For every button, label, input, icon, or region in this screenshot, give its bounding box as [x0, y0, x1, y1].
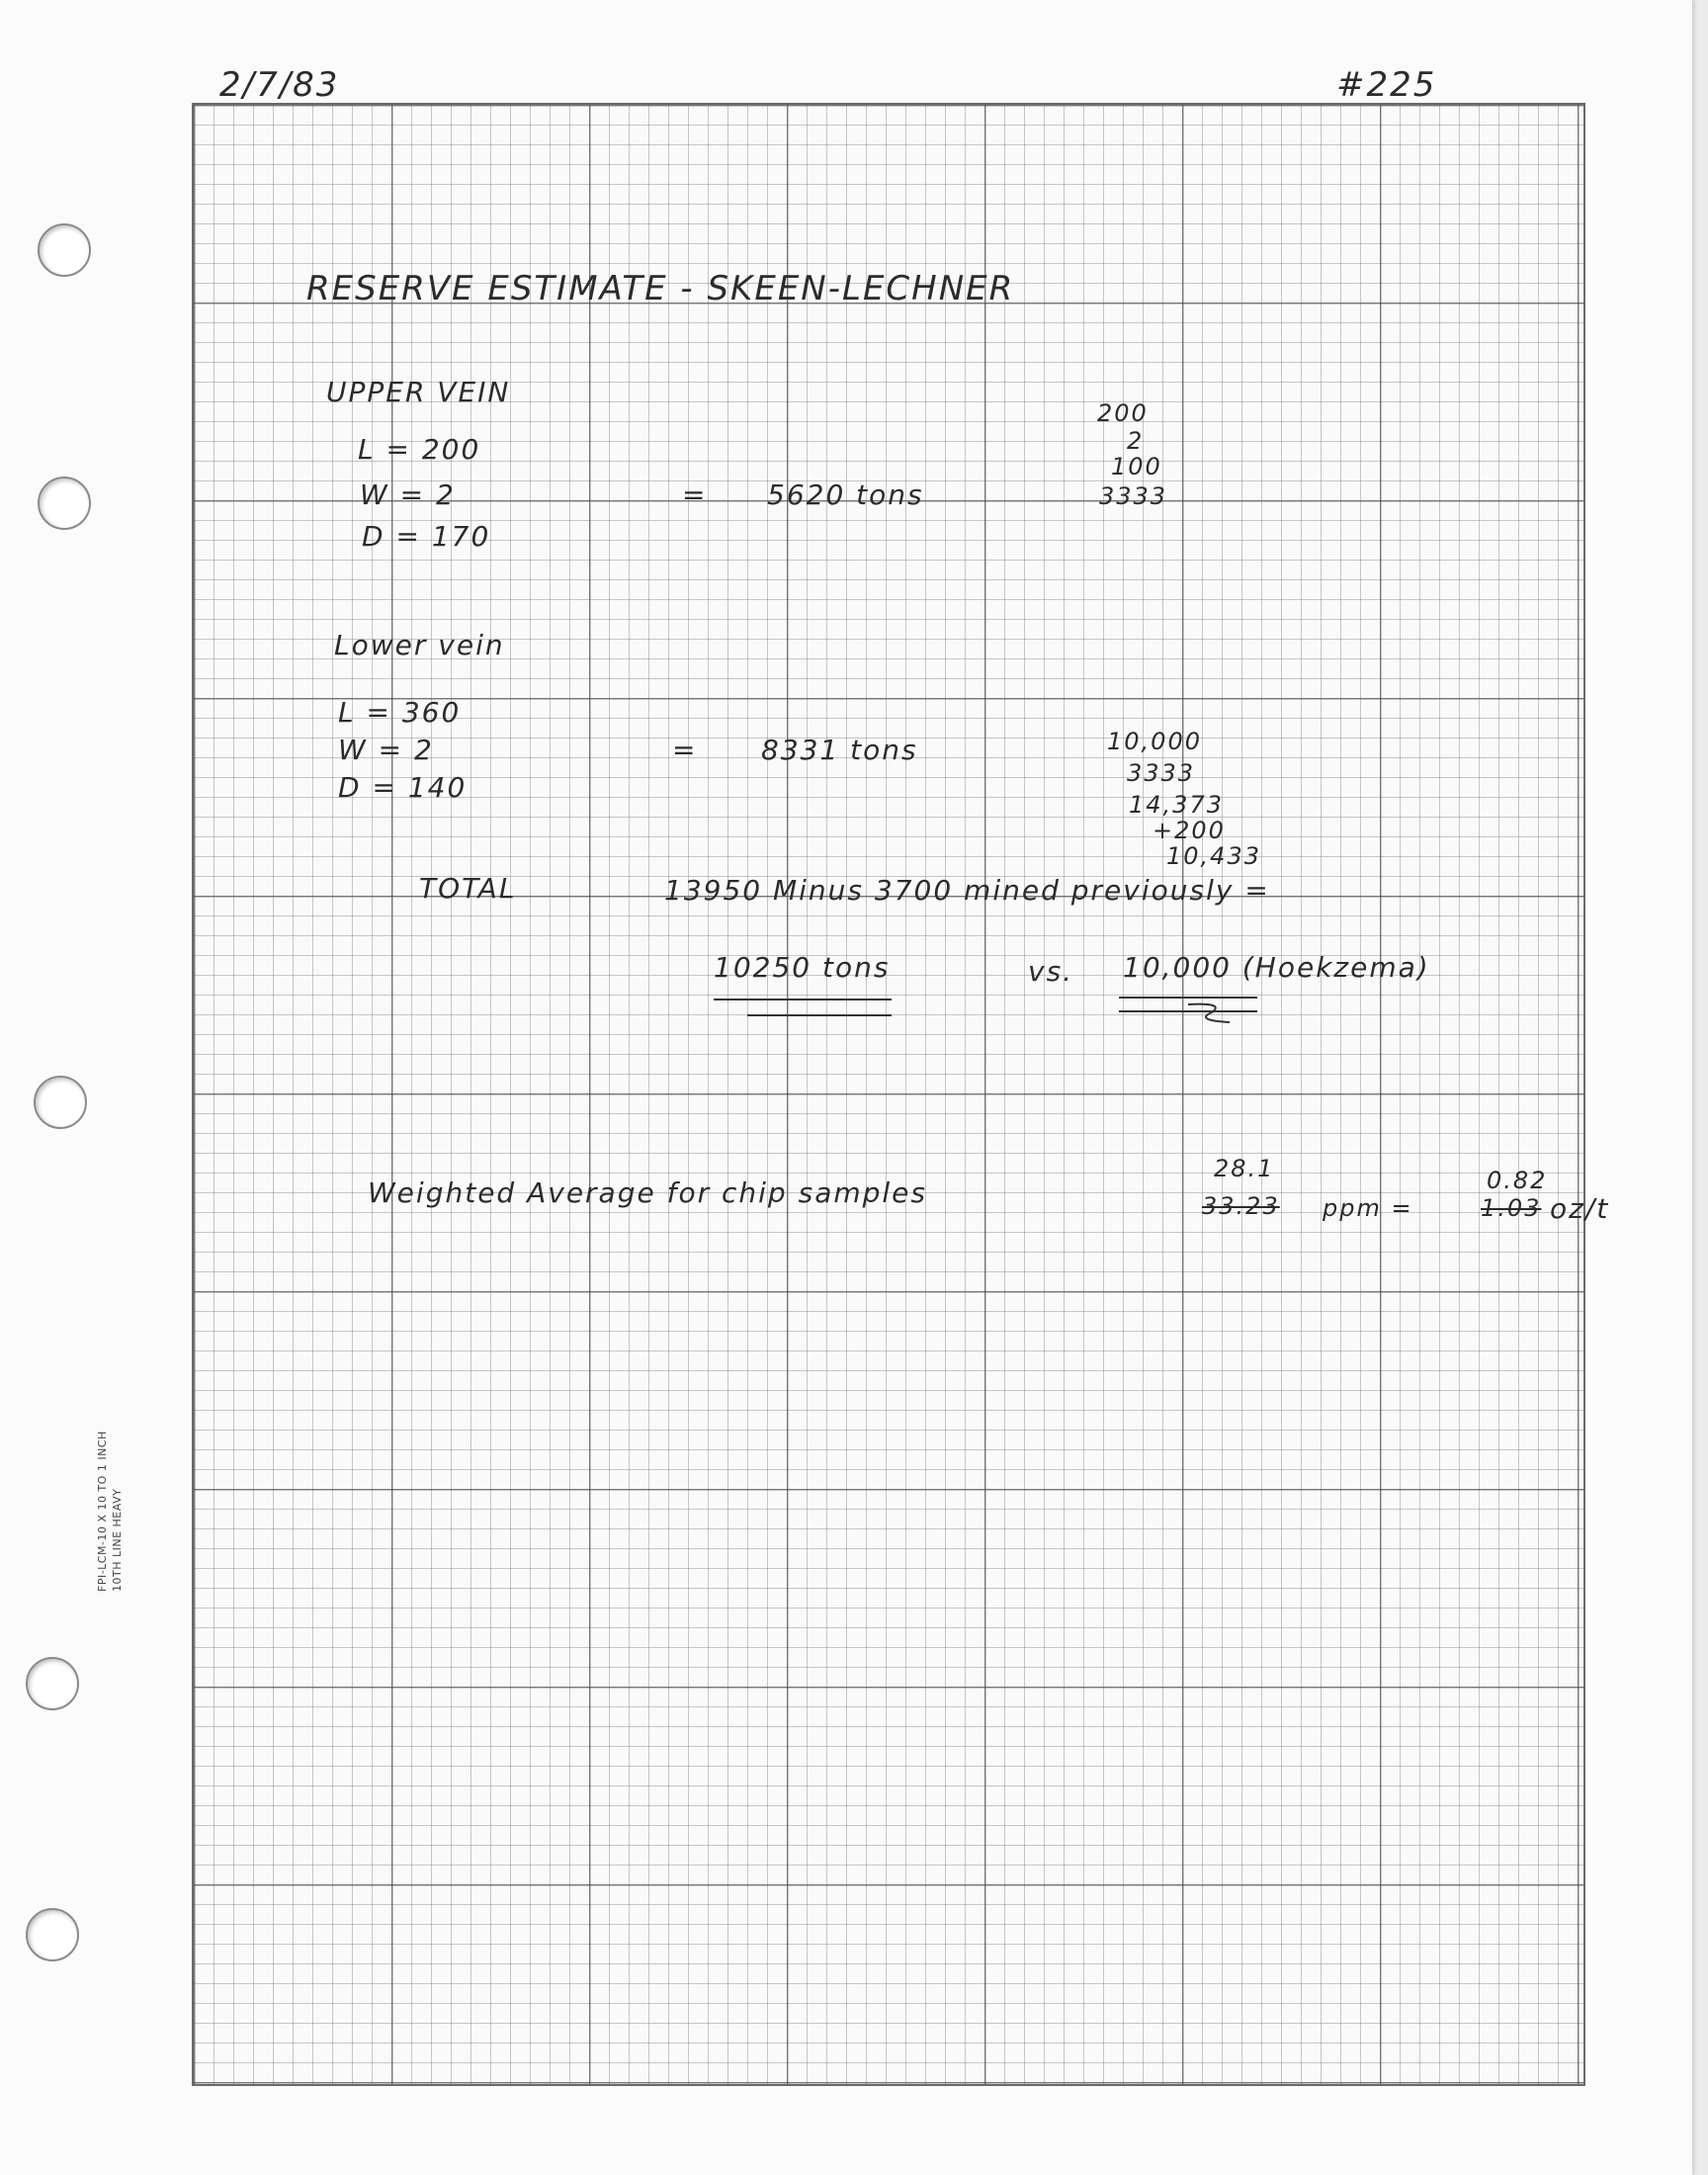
upper-vein-tons: 5620 tons — [767, 478, 924, 511]
lower-vein-depth: D = 140 — [338, 771, 468, 804]
lower-vein-calc: +200 — [1153, 817, 1226, 844]
upper-vein-calc: 3333 — [1099, 482, 1168, 510]
total-label: TOTAL — [419, 872, 517, 905]
upper-vein-width: W = 2 — [360, 478, 456, 511]
binder-hole — [38, 477, 91, 530]
ppm-original: 33.23 — [1202, 1192, 1280, 1220]
paper-spec-label: FPI-LCM-10 X 10 TO 1 INCH 10TH LINE HEAVY — [96, 1431, 124, 1592]
ppm-unit: ppm = — [1323, 1194, 1413, 1222]
upper-vein-calc: 2 — [1127, 427, 1145, 455]
date: 2/7/83 — [219, 65, 340, 105]
sheet-number: #225 — [1336, 65, 1437, 105]
page-title: RESERVE ESTIMATE - SKEEN-LECHNER — [306, 269, 1015, 308]
lower-vein-calc: 3333 — [1127, 759, 1196, 787]
oz-corrected: 0.82 — [1487, 1167, 1548, 1194]
lower-vein-calc: 10,433 — [1166, 842, 1261, 870]
compare-scribble — [1186, 999, 1245, 1028]
lower-vein-equals: = — [672, 734, 698, 766]
lower-vein-calc: 10,000 — [1107, 728, 1202, 755]
total-calculation: 13950 Minus 3700 mined previously = — [664, 874, 1270, 907]
oz-unit: oz/t — [1550, 1192, 1610, 1225]
upper-vein-equals: = — [682, 478, 708, 511]
binder-hole — [34, 1076, 87, 1129]
upper-vein-length: L = 200 — [358, 433, 481, 466]
comparison-estimate: 10,000 (Hoekzema) — [1123, 951, 1430, 984]
oz-original: 1.03 — [1481, 1194, 1542, 1222]
lower-vein-heading: Lower vein — [334, 629, 505, 661]
upper-vein-calc: 200 — [1097, 399, 1149, 427]
weighted-average-label: Weighted Average for chip samples — [368, 1176, 927, 1209]
ppm-corrected: 28.1 — [1214, 1155, 1275, 1182]
binder-hole — [38, 223, 91, 277]
binder-hole — [26, 1657, 79, 1710]
lower-vein-calc: 14,373 — [1129, 791, 1224, 819]
upper-vein-heading: UPPER VEIN — [326, 376, 511, 408]
versus: vs. — [1028, 955, 1074, 988]
result-underline — [747, 1014, 892, 1016]
upper-vein-calc: 100 — [1111, 453, 1162, 480]
result-underline — [714, 999, 892, 1000]
lower-vein-tons: 8331 tons — [761, 734, 918, 766]
total-result: 10250 tons — [714, 951, 891, 984]
upper-vein-depth: D = 170 — [362, 520, 491, 553]
binder-hole — [26, 1908, 79, 1961]
lower-vein-width: W = 2 — [338, 734, 434, 766]
lower-vein-length: L = 360 — [338, 696, 462, 729]
